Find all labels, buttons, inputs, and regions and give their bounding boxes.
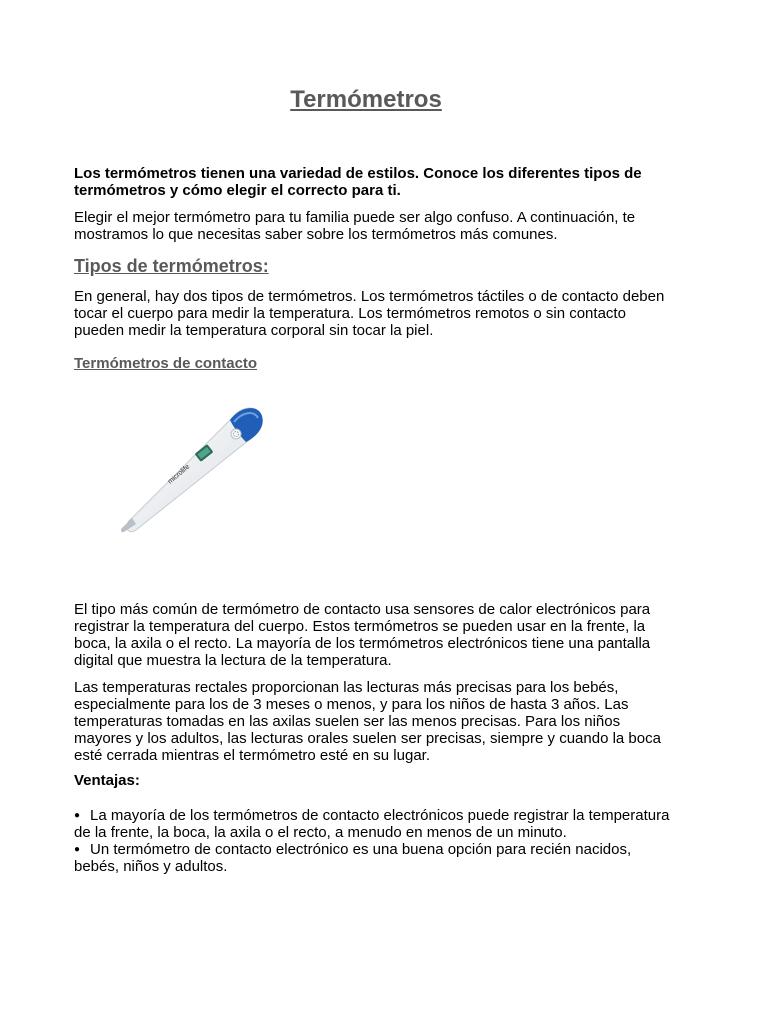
intro-bold-paragraph: Los termómetros tienen una variedad de estilos. Conoce los diferentes tipos de termómetros y cómo elegir el correcto para ti. bbox=[74, 165, 642, 199]
bullet-icon: ● bbox=[74, 844, 81, 855]
advantages-heading: Ventajas: bbox=[74, 772, 140, 789]
subheading-contact-thermometers: Termómetros de contacto bbox=[74, 355, 258, 372]
thermometer-brand: microlife bbox=[166, 463, 192, 486]
list-item bbox=[74, 841, 674, 875]
list-item-text: Un termómetro de contacto electrónico es una buena opción para recién nacidos, bebés, niños y adultos. bbox=[74, 841, 632, 875]
list-item bbox=[74, 807, 674, 841]
bullet-icon: ● bbox=[74, 810, 81, 821]
section-paragraph: En general, hay dos tipos de termómetros. Los termómetros táctiles o de contacto deben tocar el cuerpo para medir la temperatura. Los termómetros remotos o sin contacto pueden medir la temperatura corporal sin tocar la piel. bbox=[74, 288, 665, 339]
section-heading bbox=[74, 256, 269, 277]
paragraph-1: El tipo más común de termómetro de contacto usa sensores de calor electrónicos para registrar la temperatura del cuerpo. Estos termómetros se pueden usar en la frente, la boca, la axila o el recto. La mayoría de los termómetros electrónicos tiene una pantalla digital que muestra la lectura de la temperatura. bbox=[74, 601, 651, 669]
page-title: Termómetros bbox=[290, 86, 442, 113]
thermometer-image bbox=[112, 398, 282, 548]
intro-paragraph: Elegir el mejor termómetro para tu familia puede ser algo confuso. A continuación, te mostramos lo que necesitas saber sobre los termómetros más comunes. bbox=[74, 209, 636, 243]
paragraph-2: Las temperaturas rectales proporcionan las lecturas más precisas para los bebés, especialmente para los de 3 meses o menos, y para los niños de hasta 3 años. Las temperaturas tomadas en las axilas suelen ser las menos precisas. Para los niños mayores y los adultos, las lecturas orales suelen ser precisas, siempre y cuando la boca esté cerrada mientras el termómetro esté en su lugar. bbox=[74, 679, 661, 764]
advantages-list bbox=[74, 807, 674, 875]
section-heading-text: Tipos de termómetros: bbox=[74, 256, 269, 276]
list-item-text: La mayoría de los termómetros de contacto electrónicos puede registrar la temperatura de la frente, la boca, la axila o el recto, a menudo en menos de un minuto. bbox=[74, 807, 670, 841]
